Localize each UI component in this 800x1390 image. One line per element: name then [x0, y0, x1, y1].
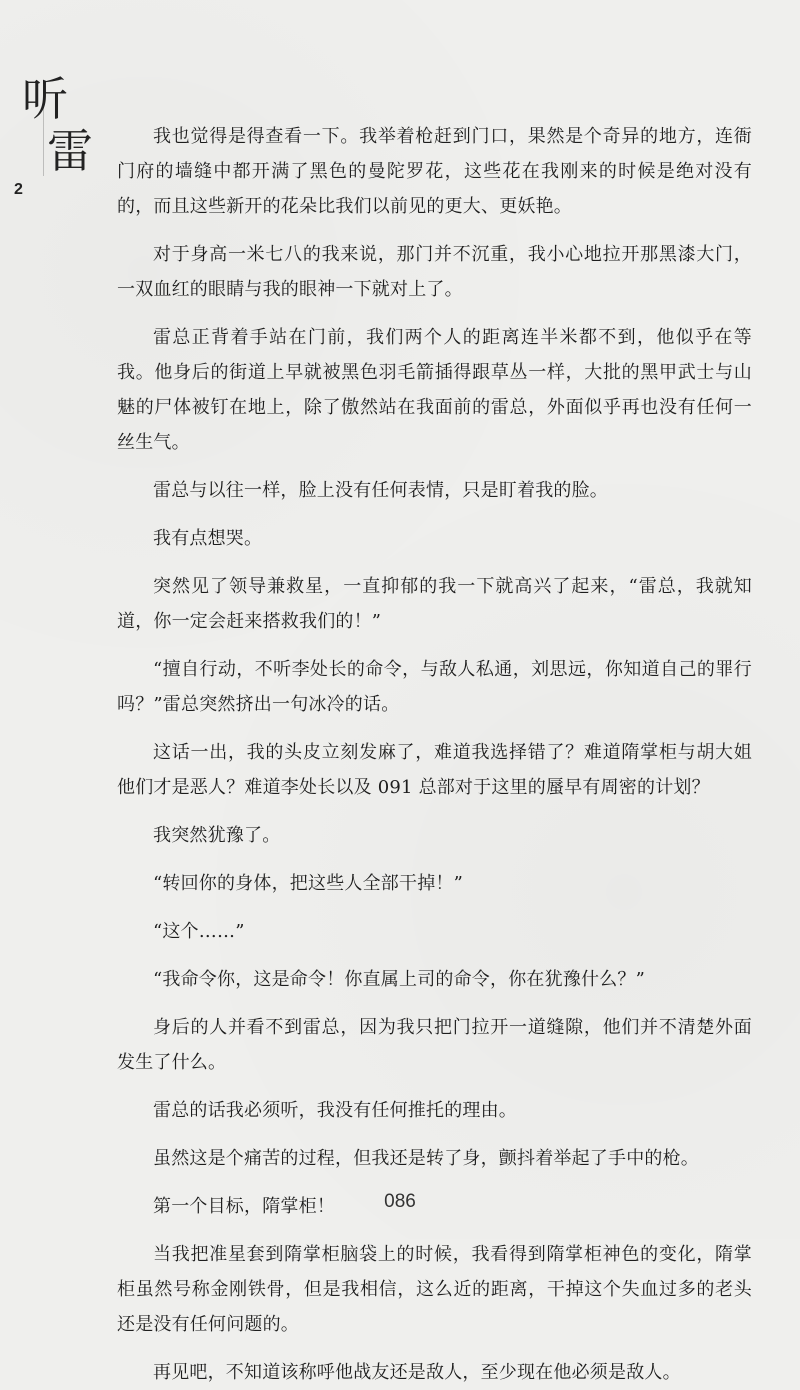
book-title-char-1: 听	[22, 72, 68, 126]
chapter-number: 2	[14, 181, 23, 198]
paragraph-5: 我有点想哭。	[153, 528, 263, 549]
paragraph-8: 这话一出，我的头皮立刻发麻了，难道我选择错了？难道隋掌柜与胡大姐他们才是恶人？难道李处长以及 091 总部对于这里的蜃早有周密的计划？	[117, 742, 752, 798]
page-number: 086	[384, 1191, 416, 1212]
paragraph-13: 身后的人并看不到雷总，因为我只把门拉开一道缝隙，他们并不清楚外面发生了什么。	[117, 1017, 752, 1073]
paragraph-15: 虽然这是个痛苦的过程，但我还是转了身，颤抖着举起了手中的枪。	[153, 1148, 699, 1169]
paragraph-16: 第一个目标，隋掌柜！	[153, 1196, 335, 1217]
paragraph-14: 雷总的话我必须听，我没有任何推托的理由。	[153, 1100, 517, 1121]
paragraph-17: 当我把准星套到隋掌柜脑袋上的时候，我看得到隋掌柜神色的变化，隋掌柜虽然号称金刚铁骨，但是我相信，这么近的距离，干掉这个失血过多的老头还是没有任何问题的。	[117, 1244, 752, 1335]
paragraph-12: “我命令你，这是命令！你直属上司的命令，你在犹豫什么？”	[153, 969, 646, 990]
paragraph-2: 对于身高一米七八的我来说，那门并不沉重，我小心地拉开那黑漆大门，一双血红的眼睛与我的眼神一下就对上了。	[117, 244, 752, 300]
paragraph-9: 我突然犹豫了。	[153, 825, 281, 846]
paragraph-4: 雷总与以往一样，脸上没有任何表情，只是盯着我的脸。	[153, 480, 608, 501]
paragraph-6: 突然见了领导兼救星，一直抑郁的我一下就高兴了起来，“雷总，我就知道，你一定会赶来搭救我们的！”	[117, 576, 752, 632]
paragraph-18: 再见吧，不知道该称呼他战友还是敌人，至少现在他必须是敌人。	[153, 1362, 681, 1383]
paragraph-3: 雷总正背着手站在门前，我们两个人的距离连半米都不到，他似乎在等我。他身后的街道上早就被黑色羽毛箭插得跟草丛一样，大批的黑甲武士与山魅的尸体被钉在地上，除了傲然站在我面前的雷总，外面似乎再也没有任何一丝生气。	[117, 327, 752, 453]
paragraph-7: “擅自行动，不听李处长的命令，与敌人私通，刘思远，你知道自己的罪行吗？”雷总突然挤出一句冰冷的话。	[117, 659, 752, 715]
paragraph-11: “这个……”	[153, 921, 245, 942]
paragraph-1: 我也觉得是得查看一下。我举着枪赶到门口，果然是个奇异的地方，连衙门府的墙缝中都开满了黑色的曼陀罗花，这些花在我刚来的时候是绝对没有的，而且这些新开的花朵比我们以前见的更大、更妖艳。	[117, 126, 752, 217]
book-title-char-2: 雷	[47, 124, 93, 178]
paragraph-10: “转回你的身体，把这些人全部干掉！”	[153, 873, 464, 894]
book-title	[18, 72, 93, 226]
